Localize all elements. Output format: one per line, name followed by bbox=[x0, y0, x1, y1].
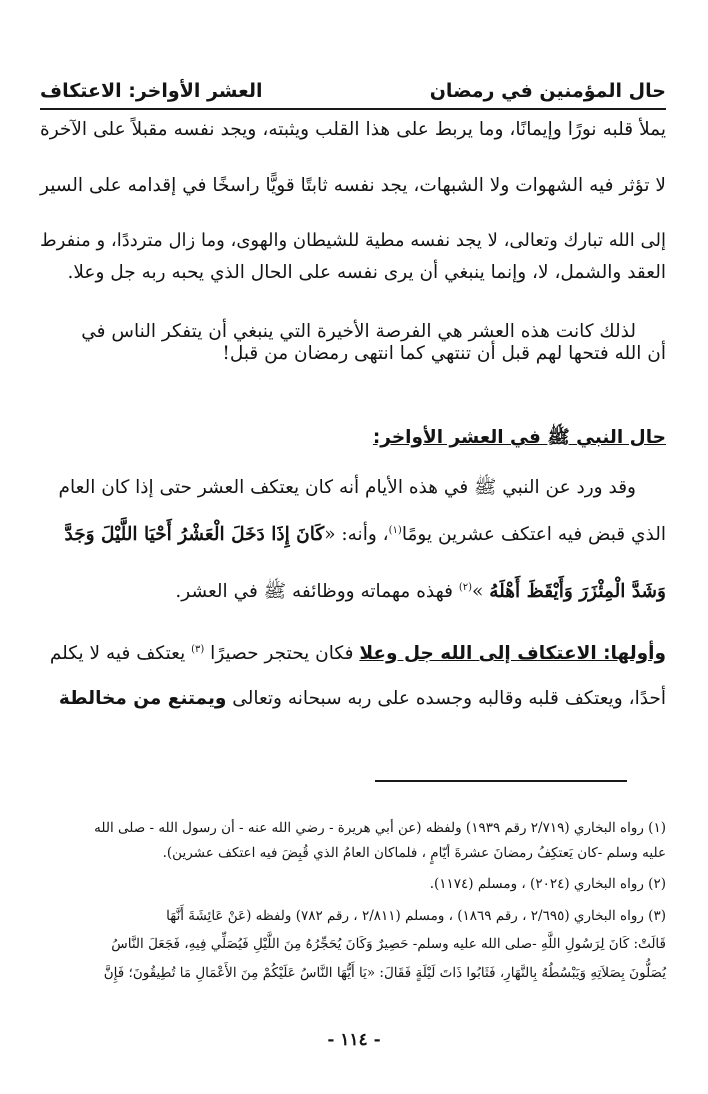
footnote-line: عليه وسلم -كان يَعتكِفُ رمضانَ عشرةَ أيّامٍ ، فلماكان العامُ الذي قُبِضَ فيه اعتكف عشرين). bbox=[162, 845, 666, 861]
section-heading bbox=[40, 424, 666, 452]
footnote-line: (٢) رواه البخاري (٢٠٢٤) ، ومسلم (١١٧٤). bbox=[429, 876, 666, 892]
bold-text: ويمتنع من مخالطة bbox=[58, 688, 227, 709]
footnote-separator bbox=[375, 780, 627, 782]
body-line: إلى الله تبارك وتعالى، لا يجد نفسه مطية للشيطان والهوى، وما زال مترددًا، و منفرط bbox=[40, 230, 666, 251]
body-line: وقد ورد عن النبي ﷺ في هذه الأيام أنه كان يعتكف العشر حتى إذا كان العام bbox=[58, 477, 636, 498]
header-chapter-title: العشر الأواخر: الاعتكاف bbox=[40, 80, 263, 102]
body-text: الذي قبض فيه اعتكف عشرين يومًا bbox=[401, 524, 666, 545]
page-number: - ١١٤ - bbox=[327, 1030, 381, 1050]
body-line bbox=[40, 578, 666, 606]
point-heading: وأولها: الاعتكاف إلى الله جل وعلا bbox=[359, 643, 666, 664]
footnote-line: يُصَلُّونَ بِصَلاَتِهِ وَيَبْسُطُهُ بِالنَّهَارِ، فَثَابُوا ذَاتَ لَيْلَةٍ فَقَالَ: «يَا أَيُّهَا النَّاسُ عَلَيْكُمْ مِنَ الأَعْمَالِ مَا تُطِيقُونَ؛ فَإِنَّ bbox=[103, 965, 666, 981]
footnote-ref: (٣) bbox=[191, 643, 205, 655]
hadith-quote: كَانَ إِذَا دَخَلَ الْعَشْرُ أَحْيَا اللَّيْلَ وَجَدَّ bbox=[64, 524, 325, 545]
body-line: العقد والشمل، لا، وإنما ينبغي أن يرى نفسه على الحال الذي يحبه ربه جل وعلا. bbox=[67, 262, 666, 283]
footnote-line: (٣) رواه البخاري (٢/٦٩٥ ، رقم ١٨٦٩) ، ومسلم (٢/٨١١ ، رقم ٧٨٢) ولفظه (عَنْ عَائِشَةَ أَنَّهَا bbox=[166, 908, 666, 924]
body-line bbox=[40, 521, 666, 549]
footnote-line: قَالَتْ: كَانَ لِرَسُولِ اللَّهِ -صلى الله عليه وسلم- حَصِيرٌ وَكَانَ يُحَجِّرُهُ مِنَ اللَّيْلِ فَيُصَلِّي فِيهِ، فَجَعَلَ النَّاسُ bbox=[111, 936, 666, 952]
section-heading-text: حال النبي ﷺ في العشر الأواخر: bbox=[372, 427, 666, 448]
body-text: يعتكف فيه لا يكلم bbox=[49, 643, 192, 664]
body-text: فهذه مهماته ووظائفه ﷺ في العشر. bbox=[175, 581, 459, 602]
body-line: أن الله فتحها لهم قبل أن تنتهي كما انتهى رمضان من قبل! bbox=[222, 343, 666, 364]
footnote-line: (١) رواه البخاري (٢/٧١٩ رقم ١٩٣٩) ولفظه (عن أبي هريرة - رضي الله عنه - أن رسول الله - صلى الله bbox=[94, 820, 666, 836]
body-line: لذلك كانت هذه العشر هي الفرصة الأخيرة التي ينبغي أن يتفكر الناس في bbox=[81, 321, 636, 342]
running-header bbox=[40, 78, 666, 110]
body-text: ، وأنه: « bbox=[324, 524, 389, 545]
footnote-ref: (٢) bbox=[458, 581, 473, 593]
footnote-ref: (١) bbox=[388, 524, 402, 536]
hadith-quote: وَشَدَّ الْمِئْزَرَ وَأَيْقَظَ أَهْلَهُ bbox=[489, 581, 666, 602]
header-book-title: حال المؤمنين في رمضان bbox=[429, 80, 666, 102]
body-line: لا تؤثر فيه الشهوات ولا الشبهات، يجد نفسه ثابتًا قويًّا راسخًا في إقدامه على السير bbox=[40, 175, 666, 196]
body-text: أحدًا، ويعتكف قلبه وقالبه وجسده على ربه سبحانه وتعالى bbox=[226, 688, 666, 709]
body-text: فكان يحتجر حصيرًا bbox=[204, 643, 360, 664]
body-text: » bbox=[472, 581, 490, 602]
body-line bbox=[40, 640, 666, 668]
body-line bbox=[40, 685, 666, 713]
body-line: يملأ قلبه نورًا وإيمانًا، وما يربط على هذا القلب ويثبته، ويجد نفسه مقبلاً على الآخرة bbox=[40, 119, 666, 140]
